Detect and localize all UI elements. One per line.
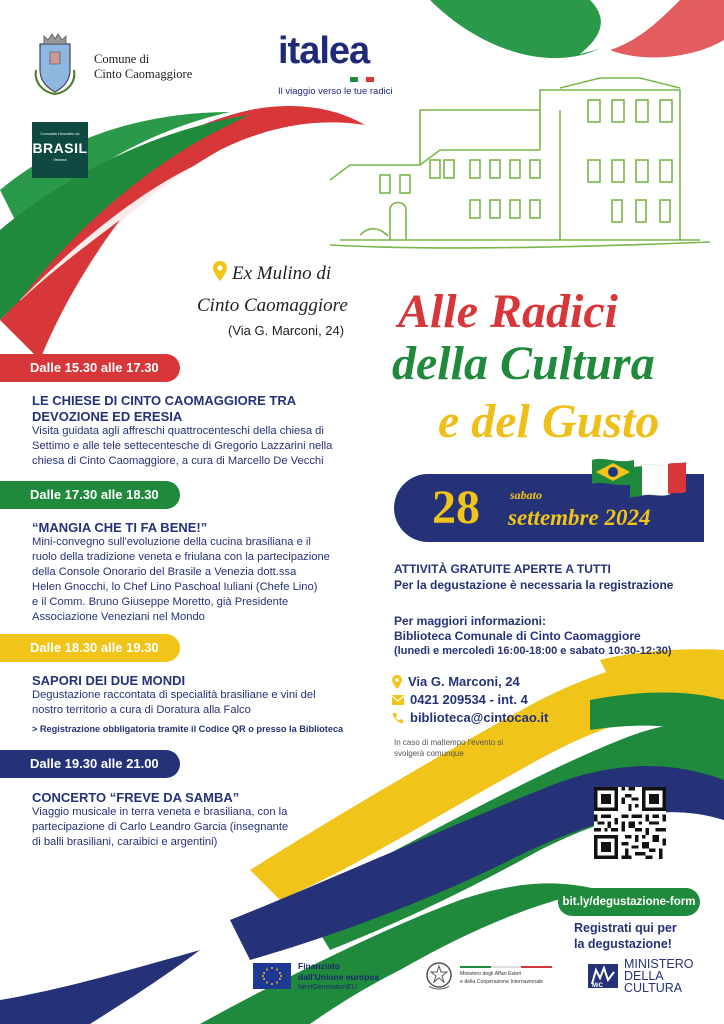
phone-icon — [392, 712, 404, 724]
brasil-sub: Veneza — [53, 157, 67, 162]
venue-address: (Via G. Marconi, 24) — [228, 323, 345, 338]
eu-line-3: NextGenerationEU — [298, 984, 357, 991]
event-4-title: CONCERTO “FREVE DA SAMBA” — [32, 790, 240, 805]
event-3-registration-note: > Registrazione obbligatoria tramite il Codice QR o presso la Biblioteca — [32, 724, 344, 734]
italian-republic-emblem-icon — [424, 960, 454, 992]
ministry-of-culture-logo-icon — [586, 960, 620, 992]
date-weekday: sabato — [510, 488, 543, 502]
mic-line-1: MINISTERO — [624, 957, 694, 971]
cta-line-1: Registrati qui per — [574, 921, 677, 935]
event-2-desc-line: ruolo della tradizione veneta e friulana con la partecipazione — [32, 551, 330, 563]
weather-line-1: In caso di maltempo l'evento si — [394, 738, 504, 747]
comune-line-1: Comune di — [94, 52, 150, 66]
venue-line-2: Cinto Caomaggiore — [197, 295, 348, 316]
event-3-title: SAPORI DEI DUE MONDI — [32, 673, 186, 688]
contact-email[interactable] — [392, 710, 548, 725]
italea-flag-icon — [350, 77, 374, 82]
brazil-italy-flags-icon — [590, 454, 694, 504]
eu-line-1: Finanziato — [298, 961, 341, 971]
more-info-label: Per maggiori informazioni: — [394, 614, 547, 628]
location-pin-icon — [392, 675, 402, 689]
event-1-title-line-1: LE CHIESE DI CINTO CAOMAGGIORE TRA — [32, 393, 297, 408]
mail-icon — [392, 695, 404, 705]
event-2-desc-line: Helen Gnocchi, lo Chef Lino Paschoal Iuliani (Chefe Lino) — [32, 581, 318, 593]
qr-code[interactable] — [594, 787, 666, 859]
eu-line-2: dall'Unione europea — [298, 972, 379, 982]
event-3-desc-line: Degustazione raccontata di specialità brasiliane e vini del — [32, 689, 316, 701]
brasil-small: Consolato Honorário do — [40, 132, 80, 136]
event-3-description — [32, 688, 362, 718]
event-1-time: Dalle 15.30 alle 17.30 — [0, 354, 180, 382]
italea-tagline: Il viaggio verso le tue radici — [278, 86, 393, 97]
brasil-big: BRASIL — [32, 140, 88, 156]
date-day: 28 — [432, 481, 480, 534]
event-3-desc-line: nostro territorio a cura di Doratura alla Falco — [32, 704, 251, 716]
event-4-desc-line: partecipazione di Carlo Leandro Garcia (insegnante — [32, 821, 289, 833]
event-1-desc-line: Settimo e alle tele settecentesche di Gregorio Lazzarini nella — [32, 440, 333, 452]
title-line-2: della Cultura — [392, 337, 655, 390]
library-hours: (lunedì e mercoledì 16:00-18:00 e sabato 10:30-12:30) — [394, 645, 672, 657]
event-2-desc-line: e il Comm. Bruno Giuseppe Moretto, già Presidente — [32, 596, 289, 608]
event-4-desc-line: Viaggio musicale in terra veneta e brasiliana, con la — [32, 806, 288, 818]
event-2-desc-line: Associazione Veneziani nel Mondo — [32, 611, 205, 623]
weather-line-2: svolgerà comunque — [394, 749, 464, 758]
mic-line-3: CULTURA — [624, 981, 683, 995]
brasil-consulate-logo — [32, 122, 88, 178]
event-2-description — [32, 535, 362, 625]
event-4-time: Dalle 19.30 alle 21.00 — [0, 750, 180, 778]
event-2-desc-line: della Console Onorario del Brasile a Venezia dott.ssa — [32, 566, 297, 578]
mae-line-1: Ministero degli Affari Esteri — [460, 971, 522, 977]
free-activities-heading: ATTIVITÀ GRATUITE APERTE A TUTTI — [394, 562, 611, 576]
title-line-1: Alle Radici — [398, 285, 618, 338]
comune-line-2: Cinto Caomaggiore — [94, 67, 193, 81]
event-1-description — [32, 424, 362, 469]
contact-phone-text: 0421 209534 - int. 4 — [410, 692, 528, 707]
contact-phone[interactable] — [392, 692, 528, 707]
event-1-desc-line: Visita guidata agli affreschi quattrocenteschi della chiesa di — [32, 425, 324, 437]
event-2-desc-line: Mini-convegno sull'evoluzione della cucina brasiliana e il — [32, 536, 311, 548]
location-pin-icon — [213, 261, 227, 281]
italea-logo: italea — [278, 30, 370, 72]
tricolor-line — [460, 966, 552, 968]
event-1-title — [32, 393, 332, 425]
title-line-3: e del Gusto — [438, 395, 660, 448]
mae-line-2: e della Cooperazione Internazionale — [460, 979, 544, 985]
venue-line-1: Ex Mulino di — [232, 263, 332, 284]
library-name: Biblioteca Comunale di Cinto Caomaggiore — [394, 629, 641, 643]
svg-text:MiC: MiC — [592, 983, 603, 989]
event-1-title-line-2: DEVOZIONE ED ERESIA — [32, 409, 183, 424]
mic-line-2: DELLA — [624, 969, 664, 983]
event-4-description — [32, 805, 362, 850]
event-2-time: Dalle 17.30 alle 18.30 — [0, 481, 180, 509]
event-1-desc-line: chiesa di Cinto Caomaggiore, a cura di Marcello De Vecchi — [32, 455, 324, 467]
cta-line-2: la degustazione! — [574, 937, 672, 951]
registration-required-text: Per la degustazione è necessaria la registrazione — [394, 578, 674, 592]
event-3-time: Dalle 18.30 alle 19.30 — [0, 634, 180, 662]
registration-link[interactable]: bit.ly/degustazione-form — [558, 888, 700, 916]
comune-name — [94, 52, 192, 82]
comune-crest-icon — [32, 30, 78, 96]
contact-address-text: Via G. Marconi, 24 — [408, 674, 520, 689]
weather-note — [394, 737, 544, 759]
contact-address — [392, 674, 520, 689]
date-month-year: settembre 2024 — [508, 505, 651, 530]
eu-flag-icon — [253, 963, 291, 989]
event-2-title: “MANGIA CHE TI FA BENE!” — [32, 520, 208, 535]
contact-email-text: biblioteca@cintocao.it — [410, 710, 549, 725]
event-4-desc-line: di balli brasiliani, caraibici e argentini) — [32, 836, 218, 848]
